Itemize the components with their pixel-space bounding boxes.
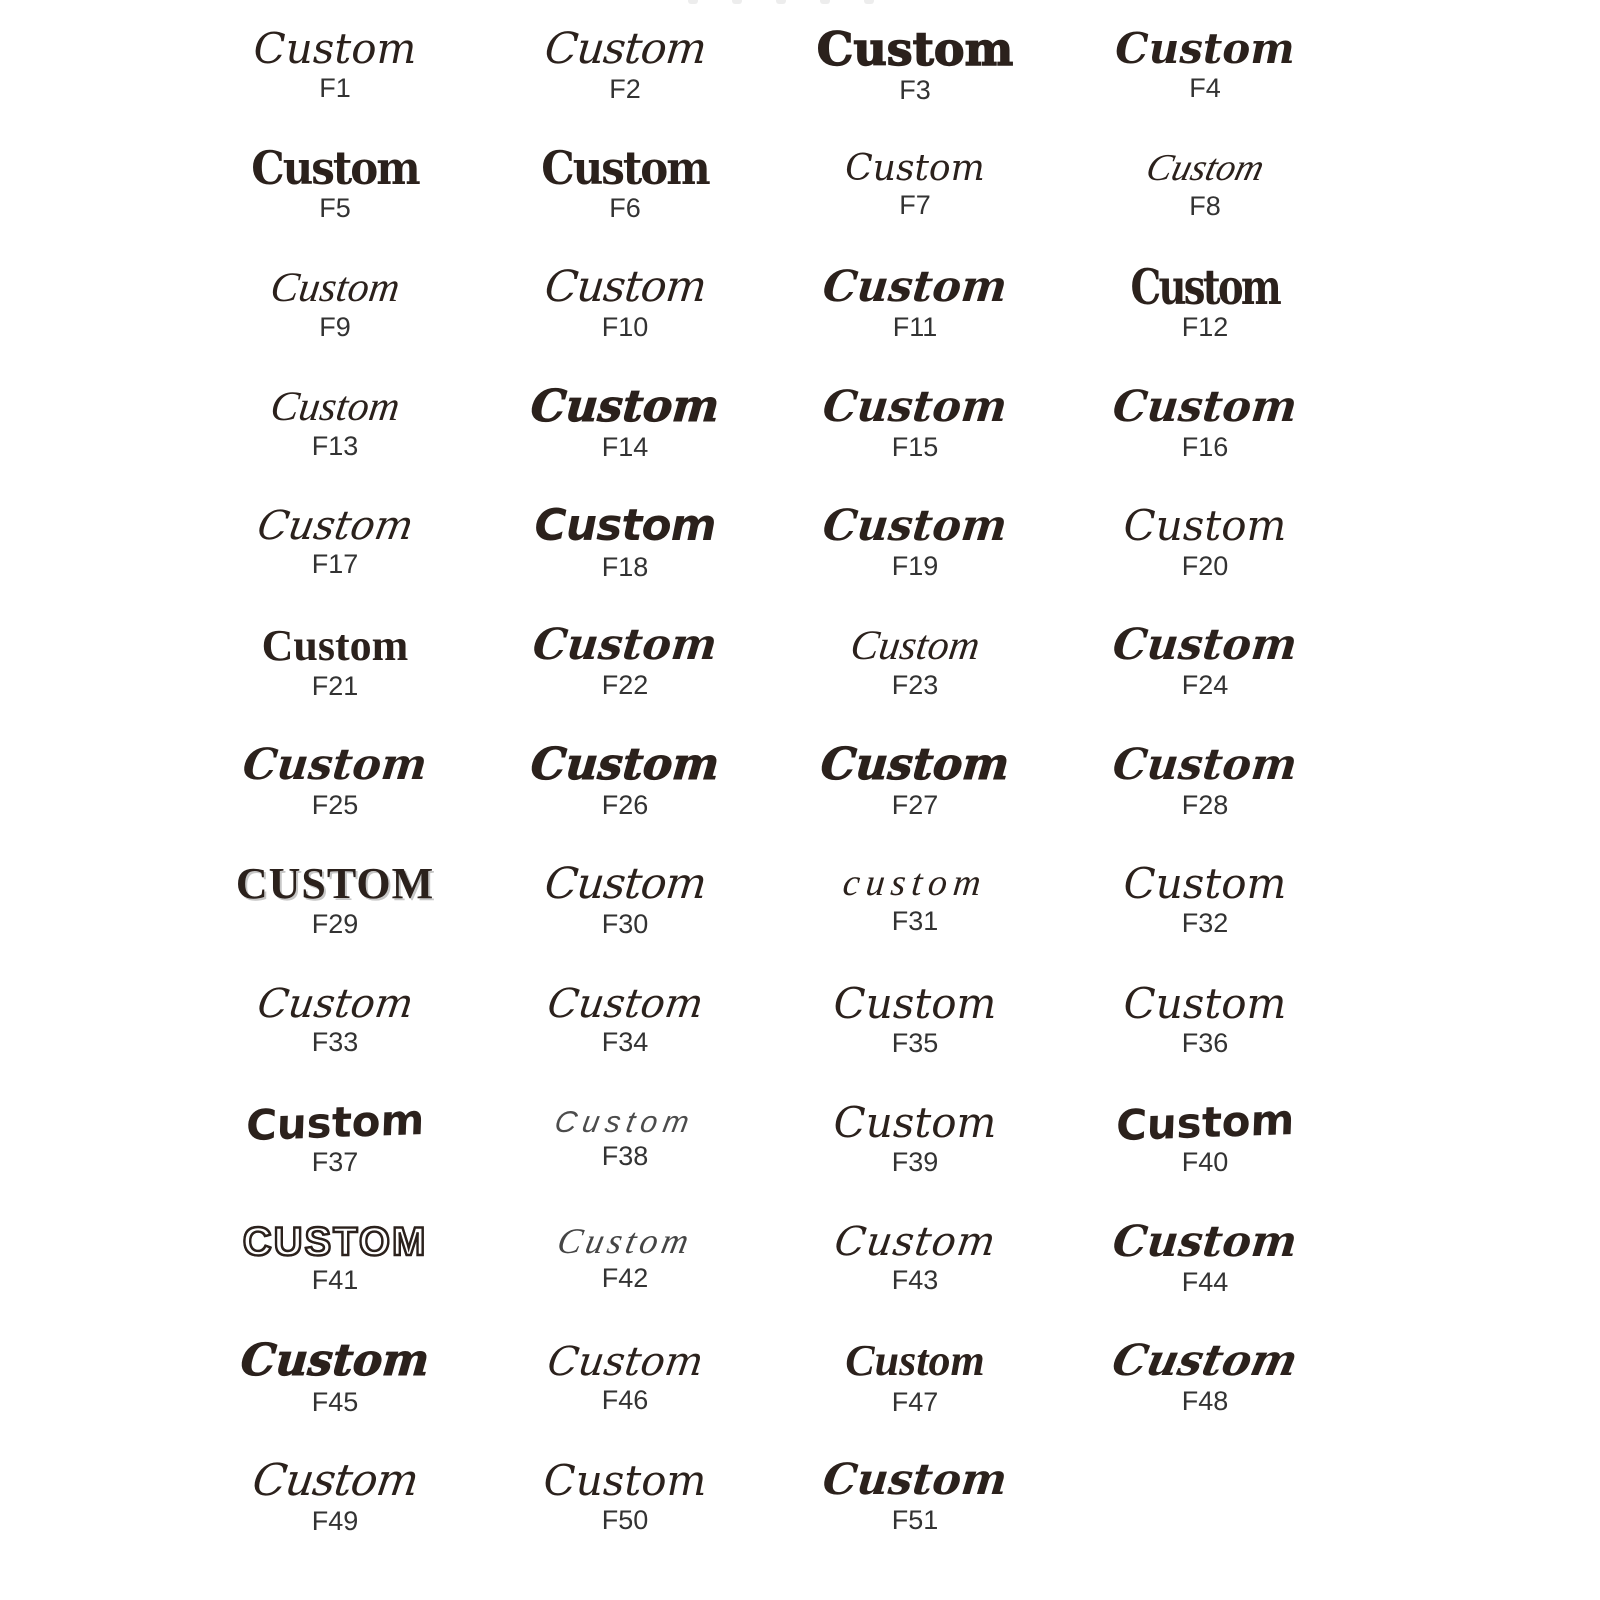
font-cell-f39	[770, 1080, 1060, 1199]
font-code-f29: F29	[311, 909, 359, 940]
font-code-f20: F20	[1181, 550, 1229, 581]
font-code-f30: F30	[601, 908, 649, 939]
font-cell-f10	[480, 245, 770, 364]
font-sample-f47: Custom	[845, 1336, 985, 1386]
font-code-f51: F51	[891, 1505, 939, 1536]
font-sample-f10: Custom	[542, 262, 708, 313]
font-code-f39: F39	[891, 1147, 939, 1178]
font-cell-f47	[770, 1318, 1060, 1437]
font-sample-f38: Custom	[552, 1106, 698, 1140]
font-code-f47: F47	[891, 1386, 939, 1417]
font-code-f34: F34	[601, 1026, 649, 1057]
font-code-f26: F26	[601, 790, 649, 821]
font-code-f14: F14	[601, 432, 649, 463]
font-code-f15: F15	[891, 431, 939, 462]
font-cell-f48	[1060, 1318, 1350, 1437]
font-sample-f17: Custom	[253, 503, 417, 550]
font-sample-f40: Custom	[1114, 1094, 1296, 1151]
font-code-f37: F37	[311, 1147, 359, 1178]
font-sample-f25: Custom	[240, 739, 430, 790]
font-sample-f3: Custom	[816, 22, 1014, 77]
font-cell-f16	[1060, 364, 1350, 483]
font-cell-f3	[770, 6, 1060, 125]
font-sample-f48: Custom	[1107, 1336, 1303, 1386]
font-code-f21: F21	[311, 670, 359, 701]
font-code-f16: F16	[1181, 431, 1229, 462]
font-code-f19: F19	[891, 551, 939, 582]
font-sample-f20: Custom	[1123, 501, 1287, 551]
font-code-f46: F46	[601, 1384, 649, 1415]
font-code-f25: F25	[311, 789, 359, 820]
font-cell-f42	[480, 1199, 770, 1318]
font-sample-f32: Custom	[1123, 859, 1287, 909]
font-sample-f1: Custom	[253, 24, 417, 74]
font-code-f28: F28	[1181, 789, 1229, 820]
font-cell-f25	[190, 722, 480, 841]
font-sample-f44: Custom	[1110, 1216, 1300, 1267]
font-sample-f23: Custom	[847, 622, 983, 669]
font-cell-f43	[770, 1199, 1060, 1318]
font-cell-f13	[190, 364, 480, 483]
font-code-f11: F11	[892, 312, 938, 343]
font-code-f40: F40	[1181, 1147, 1229, 1178]
font-sample-f51: Custom	[820, 1455, 1010, 1506]
font-cell-f19	[770, 483, 1060, 602]
font-sample-f24: Custom	[1110, 620, 1300, 671]
font-cell-f32	[1060, 841, 1350, 960]
font-sample-f33: Custom	[254, 980, 416, 1027]
font-cell-f5	[190, 125, 480, 244]
font-sample-f6: Custom	[541, 141, 709, 195]
font-code-f48: F48	[1181, 1386, 1229, 1417]
font-cell-f40	[1060, 1080, 1350, 1199]
font-sample-f21: Custom	[261, 620, 409, 670]
font-code-f24: F24	[1181, 670, 1229, 701]
font-sample-f16: Custom	[1110, 381, 1300, 432]
font-cell-f28	[1060, 722, 1350, 841]
font-cell-f44	[1060, 1199, 1350, 1318]
font-cell-f34	[480, 960, 770, 1079]
font-code-f31: F31	[891, 906, 939, 937]
font-code-f8: F8	[1189, 190, 1221, 221]
font-sample-f50: Custom	[543, 1455, 707, 1505]
font-code-f50: F50	[601, 1504, 649, 1535]
font-sample-f36: Custom	[1123, 978, 1287, 1028]
font-code-f38: F38	[601, 1140, 649, 1171]
font-code-f33: F33	[311, 1026, 359, 1057]
font-code-f45: F45	[311, 1386, 359, 1417]
font-cell-f20	[1060, 483, 1350, 602]
font-code-f17: F17	[311, 549, 359, 580]
font-cell-f38	[480, 1080, 770, 1199]
font-sample-f35: Custom	[833, 978, 997, 1028]
font-code-f1: F1	[319, 73, 351, 104]
font-cell-f18	[480, 483, 770, 602]
font-cell-f45	[190, 1318, 480, 1437]
font-code-f18: F18	[601, 551, 649, 582]
font-code-f6: F6	[609, 192, 641, 223]
font-cell-f30	[480, 841, 770, 960]
font-sample-f14: Custom	[528, 381, 722, 433]
font-sample-f29: CUSTOM	[235, 859, 435, 909]
font-cell-f27	[770, 722, 1060, 841]
font-cell-f14	[480, 364, 770, 483]
font-code-f7: F7	[899, 189, 931, 220]
font-cell-f36	[1060, 960, 1350, 1079]
font-cell-f11	[770, 245, 1060, 364]
font-code-f27: F27	[891, 790, 939, 821]
font-cell-f24	[1060, 602, 1350, 721]
font-sample-f41: CUSTOM	[242, 1220, 428, 1265]
font-sample-f43: Custom	[831, 1219, 999, 1266]
font-cell-f33	[190, 960, 480, 1079]
font-code-f2: F2	[609, 73, 641, 104]
font-code-f5: F5	[319, 192, 351, 223]
font-sample-f45: Custom	[238, 1335, 432, 1387]
font-code-f9: F9	[319, 311, 351, 342]
font-grid	[190, 10, 1350, 1561]
font-sample-f27: Custom	[818, 738, 1012, 790]
font-cell-f26	[480, 722, 770, 841]
font-sample-f34: Custom	[544, 980, 706, 1027]
font-sample-f39: Custom	[833, 1097, 997, 1147]
font-cell-f51	[770, 1438, 1060, 1557]
font-code-f36: F36	[1181, 1027, 1229, 1058]
font-sample-f26: Custom	[528, 738, 722, 790]
font-sample-f37: Custom	[244, 1094, 426, 1151]
font-cell-f31	[770, 841, 1060, 960]
font-sample-f4: Custom	[1115, 24, 1295, 74]
font-code-f10: F10	[601, 312, 649, 343]
font-code-f3: F3	[899, 75, 931, 106]
font-sample-f22: Custom	[530, 620, 720, 671]
font-cell-f22	[480, 602, 770, 721]
font-code-f49: F49	[311, 1505, 359, 1536]
font-cell-f29	[190, 841, 480, 960]
font-cell-f7	[770, 125, 1060, 244]
font-sample-f15: Custom	[820, 381, 1010, 432]
font-cell-f8	[1060, 125, 1350, 244]
font-sample-f49: Custom	[249, 1454, 421, 1506]
font-sample-f30: Custom	[542, 858, 708, 909]
font-sample-f28: Custom	[1110, 739, 1300, 790]
font-sample-f9: Custom	[267, 264, 403, 311]
font-code-f22: F22	[601, 670, 649, 701]
font-code-f4: F4	[1189, 73, 1221, 104]
font-cell-f6	[480, 125, 770, 244]
font-cell-f21	[190, 602, 480, 721]
font-cell-f9	[190, 245, 480, 364]
font-code-f13: F13	[311, 431, 359, 462]
font-sample-f13: Custom	[267, 384, 403, 431]
font-cell-f1	[190, 6, 480, 125]
font-code-f23: F23	[891, 669, 939, 700]
font-code-f43: F43	[891, 1265, 939, 1296]
font-cell-f17	[190, 483, 480, 602]
font-cell-f2	[480, 6, 770, 125]
font-code-f42: F42	[601, 1263, 649, 1294]
font-sample-f2: Custom	[542, 23, 708, 74]
font-sample-f5: Custom	[251, 141, 419, 195]
font-sample-f7: Custom	[845, 147, 985, 189]
font-cell-f37	[190, 1080, 480, 1199]
font-code-f35: F35	[891, 1027, 939, 1058]
font-code-f12: F12	[1181, 311, 1229, 342]
font-sample-f31: custom	[841, 862, 990, 905]
font-cell-f15	[770, 364, 1060, 483]
font-sample-f12: Custom	[1130, 259, 1280, 316]
font-code-f44: F44	[1181, 1266, 1229, 1297]
font-cell-f41	[190, 1199, 480, 1318]
font-cell-f35	[770, 960, 1060, 1079]
font-sample-f46: Custom	[544, 1338, 706, 1385]
font-cell-f12	[1060, 245, 1350, 364]
font-cell-f46	[480, 1318, 770, 1437]
font-sample-f8: Custom	[1141, 146, 1269, 189]
font-cell-f23	[770, 602, 1060, 721]
font-sample-f11: Custom	[820, 262, 1010, 313]
font-cell-f4	[1060, 6, 1350, 125]
font-cell-f49	[190, 1438, 480, 1557]
font-sample-f42: Custom	[553, 1221, 697, 1262]
font-sample-f19: Custom	[820, 500, 1010, 551]
font-sample-f18: Custom	[534, 500, 716, 552]
font-code-f32: F32	[1181, 908, 1229, 939]
font-cell-f50	[480, 1438, 770, 1557]
font-code-f41: F41	[311, 1265, 359, 1296]
